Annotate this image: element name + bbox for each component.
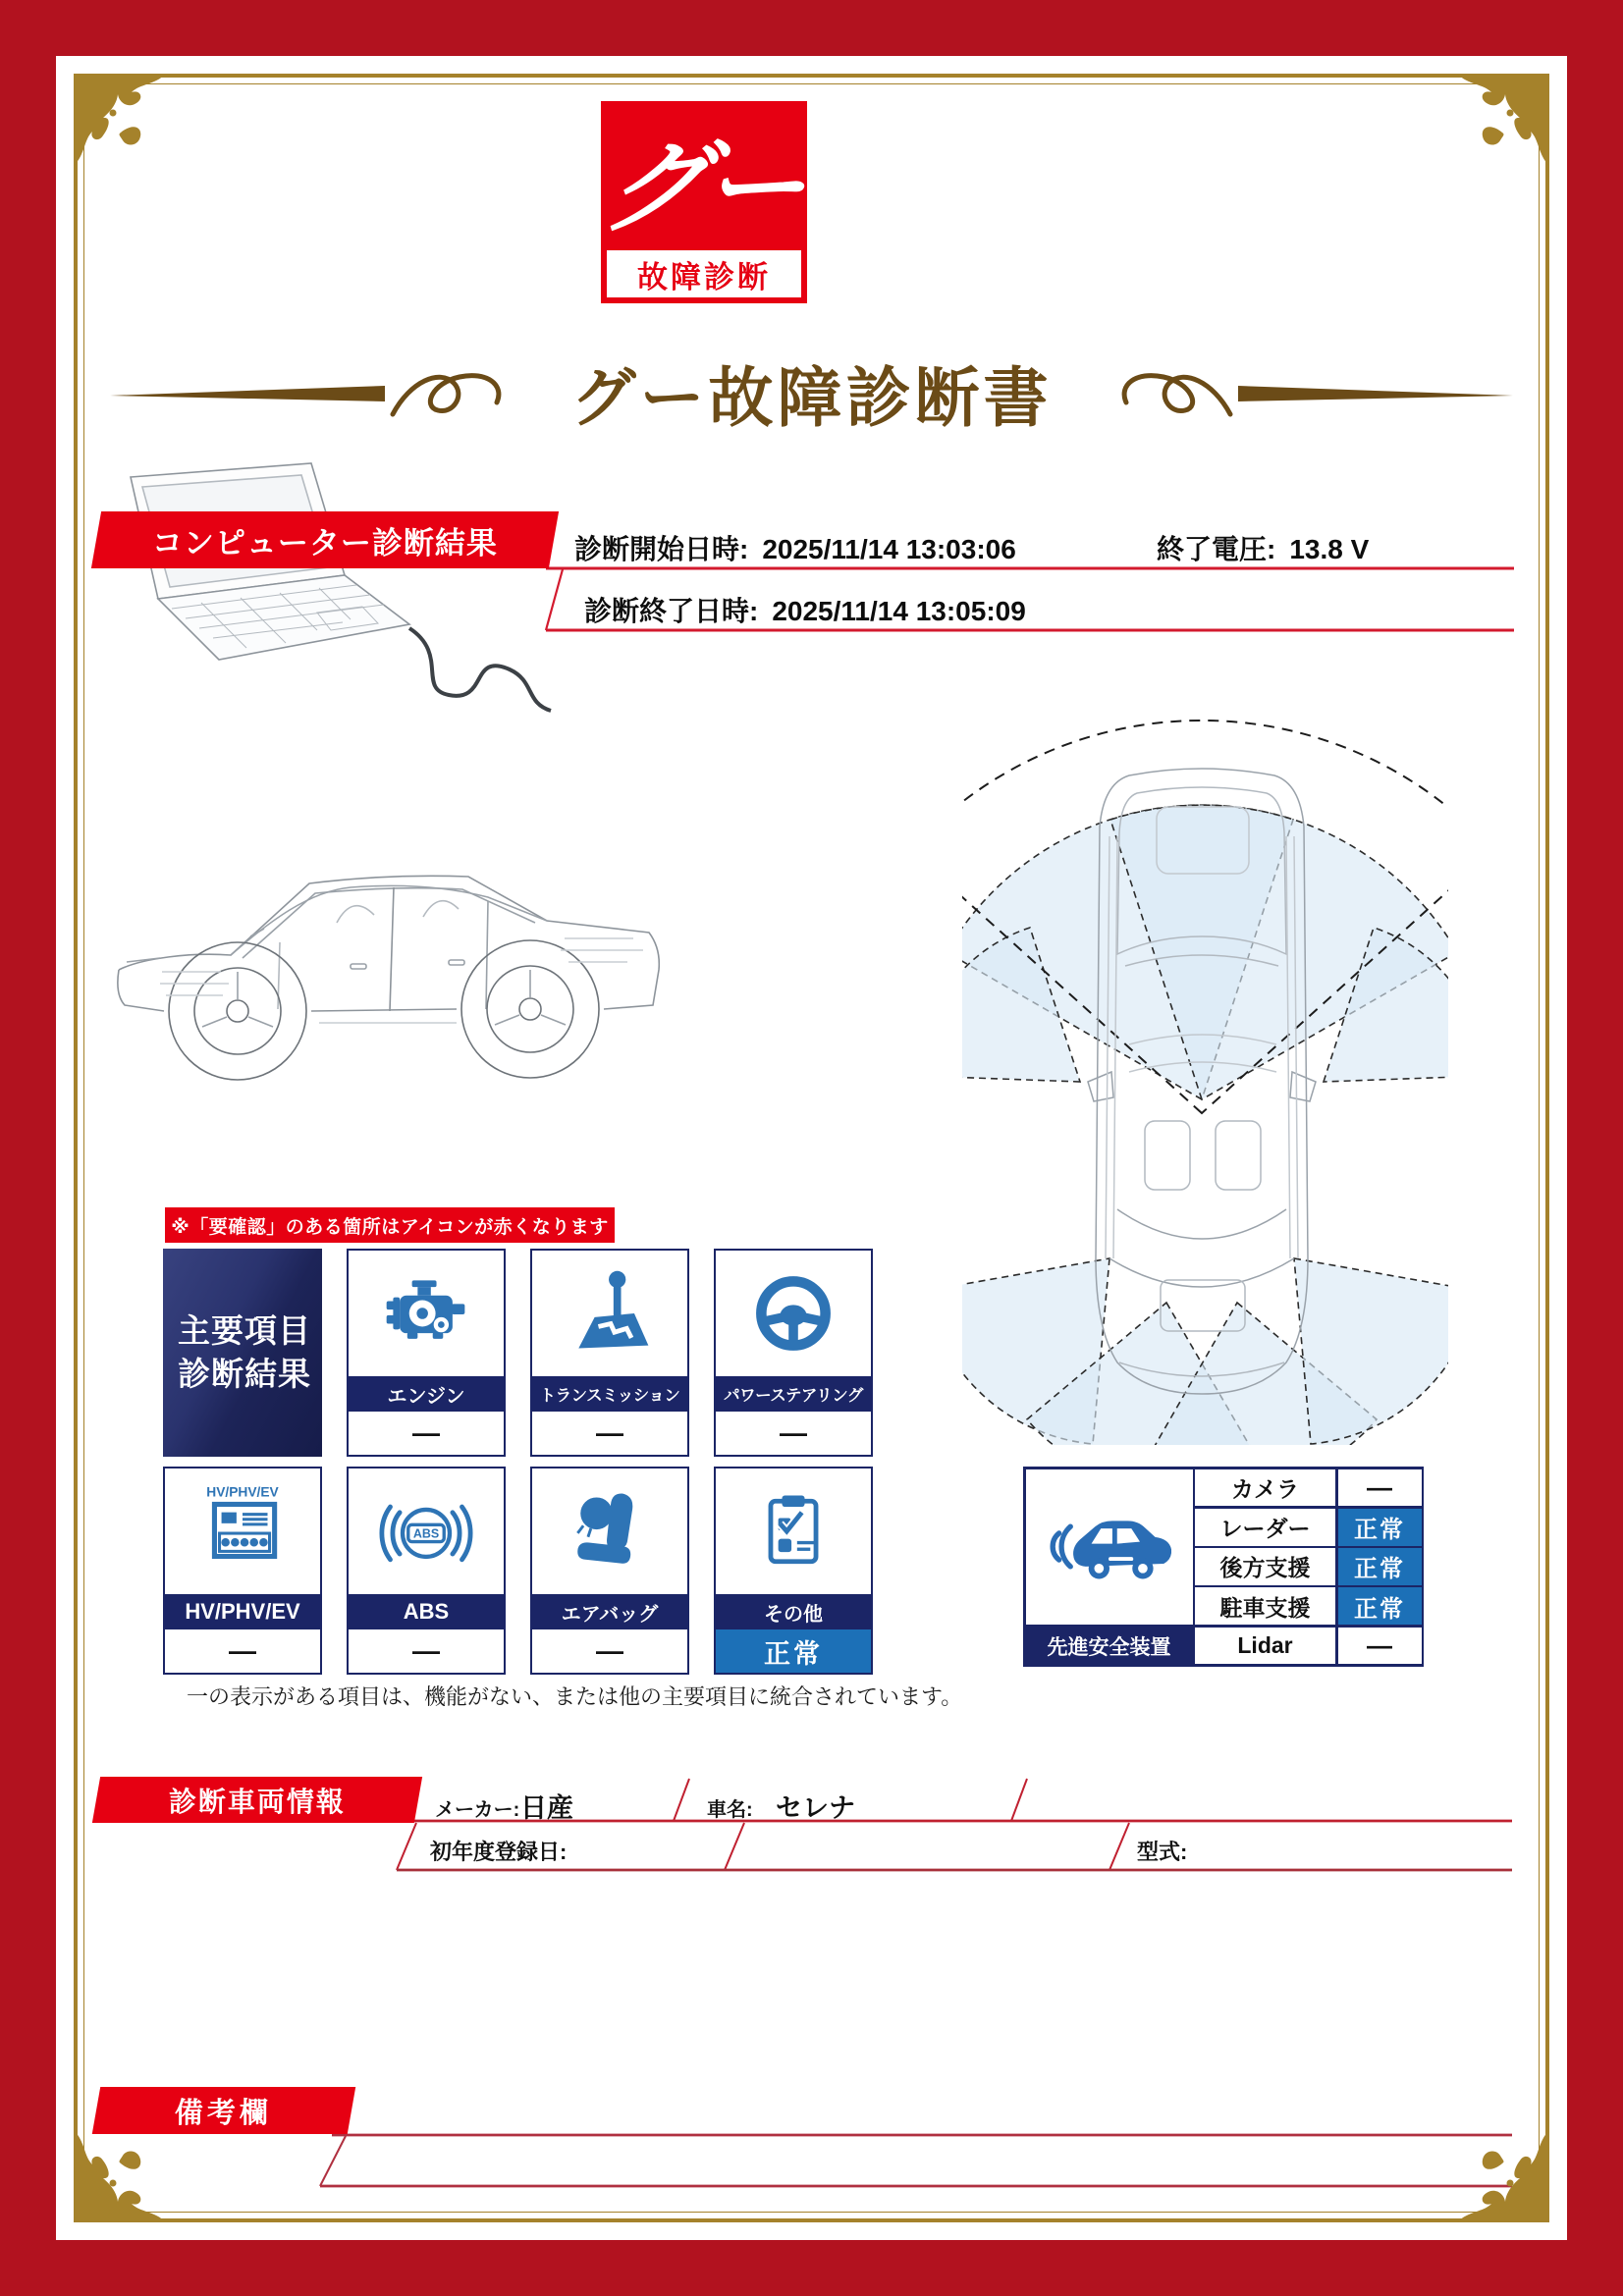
computer-diagnosis-banner [91, 511, 559, 568]
maker-value: 日産 [520, 1793, 573, 1823]
engine-icon [349, 1251, 504, 1376]
main-results-header [163, 1249, 322, 1457]
vehicle-info-banner [92, 1777, 422, 1823]
red-icon-notice-text: ※「要確認」のある箇所はアイコンが赤くなります [171, 1216, 609, 1238]
result-card-status: — [596, 1635, 623, 1666]
result-card-status: 正常 [716, 1629, 871, 1673]
diagnosis-start-row [574, 528, 1016, 567]
computer-diagnosis-banner-label: コンピューター診断結果 [152, 525, 498, 561]
result-card-hv-phv-ev [163, 1467, 322, 1675]
abs-icon [349, 1468, 504, 1594]
safety-row-parking-support-status: 正常 [1338, 1587, 1422, 1625]
result-card-label: エアバッグ [532, 1594, 687, 1629]
corner-ornament-top-left [74, 74, 184, 184]
safety-row-lidar-status: — [1338, 1628, 1422, 1665]
top-view-sensor-illustration [962, 660, 1448, 1445]
safety-row-rear-support-name: 後方支援 [1195, 1548, 1335, 1585]
result-card-transmission [530, 1249, 689, 1457]
goo-logo-caption: 故障診断 [637, 259, 771, 294]
result-card-abs [347, 1467, 506, 1675]
goo-logo-brand: グー [596, 132, 809, 245]
end-voltage-label: 終了電圧: [1157, 534, 1276, 564]
diagnosis-end-row [584, 590, 1026, 629]
result-card-power-steering [714, 1249, 873, 1457]
result-card-engine [347, 1249, 506, 1457]
red-icon-notice-bar [165, 1207, 615, 1243]
corner-ornament-top-right [1439, 74, 1549, 184]
advanced-safety-table [1023, 1467, 1424, 1667]
power-steering-icon [716, 1251, 871, 1376]
remarks-banner-label: 備考欄 [175, 2097, 273, 2129]
result-card-label: ABS [349, 1594, 504, 1629]
remarks-banner [92, 2087, 355, 2134]
start-time-label: 診断開始日時: [574, 534, 749, 564]
safety-row-rear-support-status: 正常 [1338, 1548, 1422, 1585]
clipboard-check-icon [716, 1468, 871, 1594]
result-card-label: その他 [716, 1594, 871, 1629]
car-name-label: 車名: [707, 1799, 753, 1821]
result-card-status: — [229, 1635, 256, 1666]
safety-row-lidar-name: Lidar [1195, 1628, 1335, 1665]
airbag-icon [532, 1468, 687, 1594]
hv-phv-ev-icon [165, 1468, 320, 1594]
result-card-status: — [412, 1635, 440, 1666]
end-time-label: 診断終了日時: [584, 596, 759, 626]
end-voltage-value: 13.8 V [1289, 534, 1370, 564]
result-card-label: HV/PHV/EV [165, 1594, 320, 1629]
transmission-icon [532, 1251, 687, 1376]
end-time-value: 2025/11/14 13:05:09 [772, 596, 1026, 626]
end-voltage-row [1157, 528, 1369, 567]
corner-ornament-bottom-right [1439, 2112, 1549, 2222]
laptop-car-wireframe-illustration [103, 459, 682, 1196]
page-title: グー故障診断書 [570, 361, 1053, 434]
result-card-airbag [530, 1467, 689, 1675]
safety-row-camera-status: — [1338, 1469, 1422, 1507]
result-card-status: — [412, 1417, 440, 1448]
car-name-value: セレナ [776, 1793, 855, 1823]
result-card-status: — [596, 1417, 623, 1448]
result-card-other [714, 1467, 873, 1675]
dash-footnote: 一の表示がある項目は、機能がない、または他の主要項目に統合されています。 [187, 1684, 963, 1709]
sensing-car-icon [1026, 1469, 1193, 1626]
main-results-header-line2: 診断結果 [178, 1356, 311, 1392]
svg-text:ABS: ABS [412, 1526, 440, 1541]
result-card-label: エンジン [349, 1376, 504, 1412]
result-card-label: トランスミッション [532, 1376, 687, 1412]
result-card-status: — [780, 1417, 807, 1448]
maker-label: メーカー: [435, 1799, 520, 1821]
main-results-header-line1: 主要項目 [178, 1312, 311, 1350]
goo-logo [596, 101, 809, 303]
safety-row-parking-support-name: 駐車支援 [1195, 1587, 1335, 1625]
safety-row-radar-name: レーダー [1195, 1509, 1335, 1546]
safety-row-camera-name: カメラ [1195, 1469, 1335, 1507]
result-card-label: パワーステアリング [716, 1376, 871, 1412]
start-time-value: 2025/11/14 13:03:06 [762, 534, 1016, 564]
goo-logo-caption-strip [607, 250, 801, 297]
safety-row-radar-status: 正常 [1338, 1509, 1422, 1546]
svg-text:HV/PHV/EV: HV/PHV/EV [206, 1484, 279, 1500]
advanced-safety-badge: 先進安全装置 [1026, 1628, 1193, 1665]
vehicle-info-banner-label: 診断車両情報 [168, 1786, 346, 1817]
first-registration-label: 初年度登録日: [430, 1840, 568, 1864]
model-code-label: 型式: [1137, 1840, 1188, 1864]
